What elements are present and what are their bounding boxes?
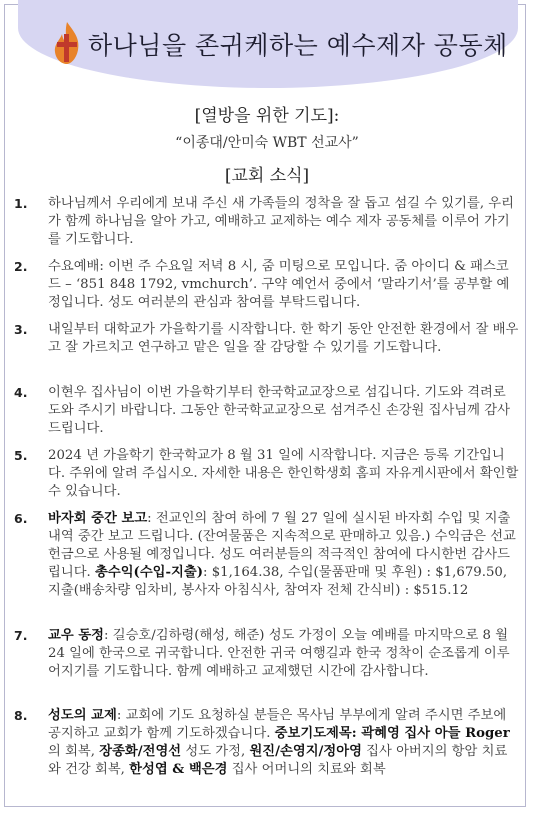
item-lead: 교우 동정 [48,628,105,643]
news-heading: [교회 소식] [224,166,310,186]
item-text: 내일부터 대학교가 가을학기를 시작합니다. 한 학기 동안 안전한 환경에서 잘 배우고 잘 가르치고 연구하고 맡은 일을 잘 감당할 수 있기를 기도합니다. [48,322,519,355]
list-item [14,258,520,321]
list-item [14,195,520,258]
item-number: 5. [14,448,28,463]
church-logo-icon [50,20,84,66]
total-profit-label: 총수익(수입-지출) [95,565,204,580]
prayer-heading: [열방을 위한 기도]: [194,106,340,126]
missionary-name: “이종대/안미숙 WBT 선교사” [175,135,359,151]
item-number: 4. [14,385,28,400]
list-item [14,510,520,627]
item-number: 8. [14,708,28,723]
item-lead: 바자회 중간 보고 [48,511,148,526]
item-number: 6. [14,511,28,526]
item-number: 1. [14,196,28,211]
church-name: 하나님을 존귀케하는 예수제자 공동체 [88,31,508,60]
item-text: 바자회 중간 보고: 전교인의 참여 하에 7 월 27 일에 실시된 바자회 수입 및 지출내역 중간 보고 드립니다. (잔여물품은 지속적으로 판매하고 있음.) 수익금은 선교헌금으로 사용될 예정입니다. 성도 여러분들의 적극적인 참여에 다시한번 감사드립니다. 총수익(수입-지출): $1,164.38, 수입(물품판매 및 후원) : $1,679.50, 지출(배송차량 임차비, 봉사자 아침식사, 참여자 전체 간식비) : $515.12 [48,511,516,598]
item-number: 3. [14,322,28,337]
item-text: 성도의 교제: 교회에 기도 요청하실 분들은 목사님 부부에게 알려 주시면 주보에 공지하고 교회가 함께 기도하겠습니다. 중보기도제목: 곽혜영 집사 아들 Roger 의 회복, 장종화/전영선 성도 가정, 원진/손영지/정아영 집사 아버지의 항암 치료와 건강 회복, 한성엽 & 백은경 집사 어머니의 치료와 회복 [48,708,510,777]
item-text: 하나님께서 우리에게 보내 주신 새 가족들의 정착을 잘 돕고 섬길 수 있기를, 우리가 함께 하나님을 알아 가고, 예배하고 교제하는 예수 제자 공동체를 이루어 가기를 기도합니다. [48,196,514,247]
item-text: 이현우 집사님이 이번 가을학기부터 한국학교교장으로 섬깁니다. 기도와 격려로 도와 주시기 바랍니다. 그동안 한국학교교장으로 섬겨주신 손강원 집사님께 감사드립니다. [48,385,510,436]
list-item [14,627,520,707]
list-item [14,384,520,447]
item-text: 수요예배: 이번 주 수요일 저녁 8 시, 줌 미팅으로 모입니다. 줌 아이디 & 패스코드 – ‘851 848 1792, vmchurch’. 구약 예언서 중에서 ‘말라기서’를 공부할 예정입니다. 성도 여러분의 관심과 참여를 부탁드립니다. [48,259,510,310]
item-number: 7. [14,628,28,643]
list-item [14,707,520,779]
list-item [14,447,520,510]
item-lead: 성도의 교제 [48,708,117,723]
item-number: 2. [14,259,28,274]
item-text: 2024 년 가을학기 한국학교가 8 월 31 일에 시작합니다. 지금은 등록 기간입니다. 주위에 알려 주십시오. 자세한 내용은 한인학생회 홈피 자유게시판에서 확인할 수 있습니다. [48,448,519,499]
list-item [14,321,520,384]
news-list [14,195,520,779]
item-text: 교우 동정: 길승호/김하령(해성, 해준) 성도 가정이 오늘 예배를 마지막으로 8 월 24 일에 한국으로 귀국합니다. 안전한 귀국 여행길과 한국 정착이 순조롭게 이루어지기를 기도합니다. 함께 예배하고 교제했던 시간에 감사합니다. [48,628,510,679]
